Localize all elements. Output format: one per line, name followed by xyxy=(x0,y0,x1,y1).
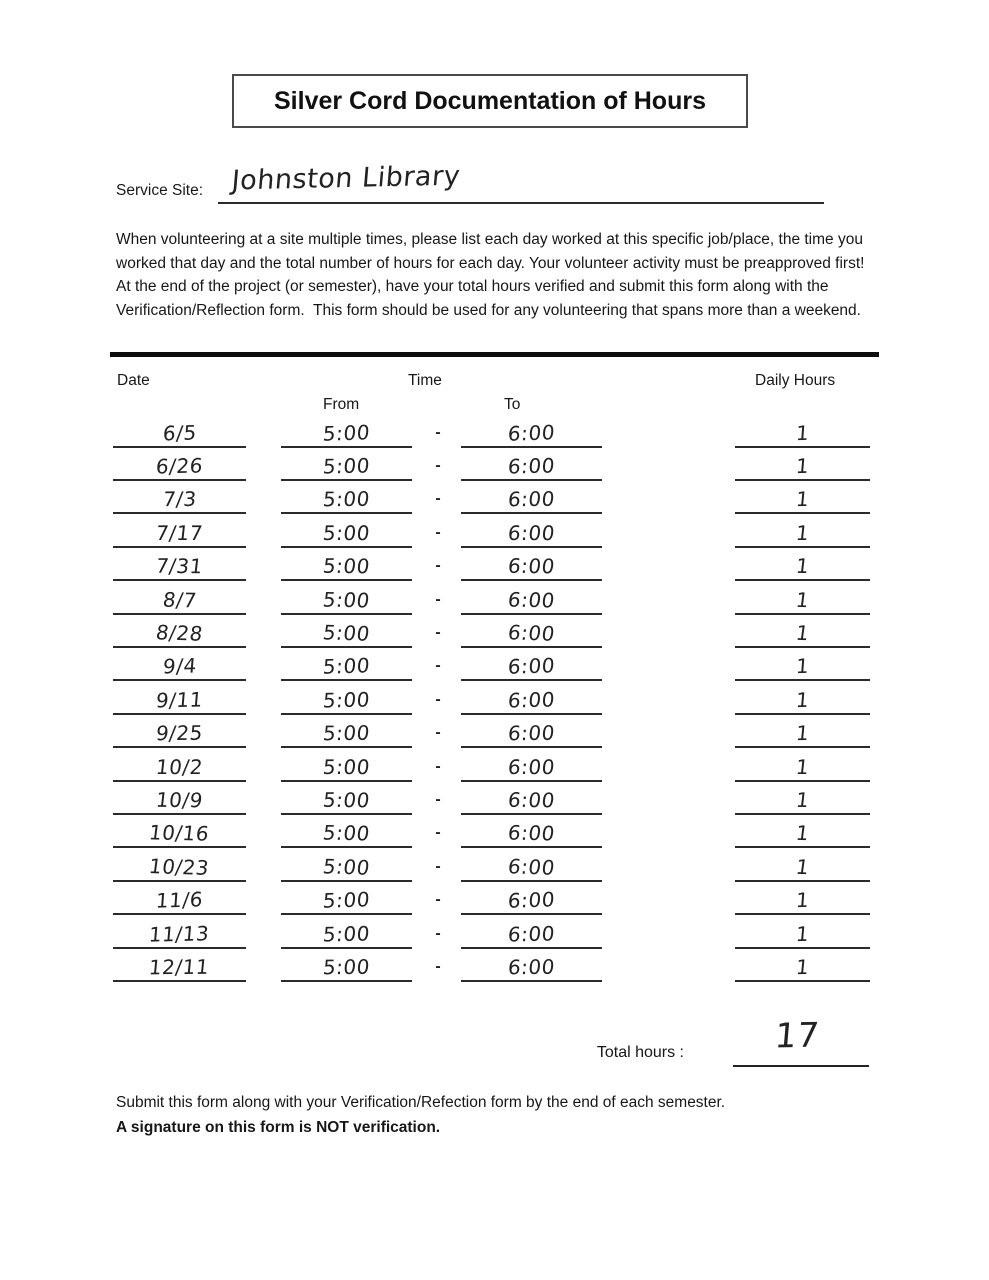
date-field[interactable] xyxy=(113,788,246,815)
daily-hours-value: 1 xyxy=(794,821,811,846)
time-range-dash: - xyxy=(435,490,441,508)
date-field[interactable] xyxy=(113,654,246,681)
daily-hours-value: 1 xyxy=(794,854,811,879)
time-from-field[interactable] xyxy=(281,855,412,882)
time-from-value: 5:00 xyxy=(321,853,372,880)
table-row xyxy=(0,614,989,648)
daily-hours-field[interactable] xyxy=(735,487,870,514)
time-from-value: 5:00 xyxy=(322,419,371,446)
time-from-value: 5:00 xyxy=(321,754,372,779)
time-from-value: 5:00 xyxy=(321,587,372,612)
daily-hours-field[interactable] xyxy=(735,721,870,748)
time-to-field[interactable] xyxy=(461,755,602,782)
footer-line-2: A signature on this form is NOT verification. xyxy=(116,1119,441,1136)
footer-line-1: Submit this form along with your Verification/Refection form by the end of each semester. xyxy=(116,1094,726,1111)
column-header-daily-hours: Daily Hours xyxy=(755,372,836,389)
time-range-dash: - xyxy=(435,824,441,842)
daily-hours-field[interactable] xyxy=(735,621,870,648)
date-field[interactable] xyxy=(113,821,246,848)
time-to-field[interactable] xyxy=(461,588,602,615)
time-range-dash: - xyxy=(435,456,441,474)
time-to-field[interactable] xyxy=(461,888,602,915)
time-from-value: 5:00 xyxy=(321,720,372,746)
table-row xyxy=(0,881,989,915)
column-header-time: Time xyxy=(408,372,442,389)
time-to-field[interactable] xyxy=(461,487,602,514)
time-from-field[interactable] xyxy=(281,454,412,481)
time-from-value: 5:00 xyxy=(321,553,372,579)
time-to-field[interactable] xyxy=(461,922,602,949)
time-range-dash: - xyxy=(435,590,441,608)
time-from-value: 5:00 xyxy=(321,820,372,846)
table-row xyxy=(0,647,989,681)
date-value: 6/5 xyxy=(161,419,198,446)
time-range-dash: - xyxy=(435,924,441,942)
table-row xyxy=(0,547,989,581)
time-from-field[interactable] xyxy=(281,788,412,815)
time-from-value: 5:00 xyxy=(321,520,372,545)
total-hours-label: Total hours : xyxy=(596,1044,684,1061)
date-value: 12/11 xyxy=(148,954,211,980)
table-row xyxy=(0,781,989,815)
date-value: 10/9 xyxy=(154,787,205,813)
time-from-field[interactable] xyxy=(281,888,412,915)
total-hours-field[interactable] xyxy=(733,1014,869,1067)
daily-hours-field[interactable] xyxy=(735,922,870,949)
instructions-text: When volunteering at a site multiple times, please list each day worked at this specific job/place, the time you worked that day and the total number of hours for each day. Your volunteer activity must be preapproved first! At the end of the project (or semester), have your total hours verified and submit this form along with the Verification/Reflection form. This form should be used for any volunteering that spans more than a weekend. xyxy=(116,231,877,319)
time-from-field[interactable] xyxy=(281,487,412,514)
date-value: 8/28 xyxy=(154,620,205,646)
date-value: 7/31 xyxy=(154,553,205,579)
column-header-date: Date xyxy=(117,372,150,389)
time-to-value: 6:00 xyxy=(506,787,557,813)
table-row xyxy=(0,447,989,481)
date-value: 11/13 xyxy=(148,920,211,947)
time-to-value: 6:00 xyxy=(506,921,557,946)
daily-hours-field[interactable] xyxy=(735,755,870,782)
service-site-value: Johnston Library xyxy=(230,160,462,197)
time-range-dash: - xyxy=(435,423,441,441)
daily-hours-field[interactable] xyxy=(735,588,870,615)
daily-hours-value: 1 xyxy=(794,620,811,646)
daily-hours-value: 1 xyxy=(794,520,811,545)
table-row xyxy=(0,915,989,949)
daily-hours-field[interactable] xyxy=(735,955,870,982)
daily-hours-value: 1 xyxy=(794,453,811,479)
time-to-field[interactable] xyxy=(461,554,602,581)
form-title: Silver Cord Documentation of Hours xyxy=(274,86,706,115)
time-to-field[interactable] xyxy=(461,521,602,548)
time-from-field[interactable] xyxy=(281,821,412,848)
time-from-field[interactable] xyxy=(281,621,412,648)
time-to-field[interactable] xyxy=(461,421,602,448)
service-site-field[interactable] xyxy=(218,160,824,204)
table-row xyxy=(0,681,989,715)
time-to-value: 6:00 xyxy=(506,687,557,713)
date-field[interactable] xyxy=(113,922,246,949)
daily-hours-value: 1 xyxy=(794,554,811,579)
column-header-to: To xyxy=(504,396,521,413)
time-from-field[interactable] xyxy=(281,654,412,681)
date-field[interactable] xyxy=(113,955,246,982)
time-to-value: 6:00 xyxy=(506,553,557,579)
date-field[interactable] xyxy=(113,454,246,481)
date-value: 11/6 xyxy=(155,887,204,913)
time-to-field[interactable] xyxy=(461,688,602,715)
time-to-field[interactable] xyxy=(461,821,602,848)
date-field[interactable] xyxy=(113,688,246,715)
date-field[interactable] xyxy=(113,588,246,615)
time-from-field[interactable] xyxy=(281,721,412,748)
date-value: 9/25 xyxy=(154,720,205,746)
time-to-field[interactable] xyxy=(461,621,602,648)
table-row xyxy=(0,514,989,548)
time-to-value: 6:00 xyxy=(506,587,557,612)
time-from-value: 5:00 xyxy=(321,453,372,479)
time-from-field[interactable] xyxy=(281,421,412,448)
time-range-dash: - xyxy=(435,790,441,808)
date-field[interactable] xyxy=(113,521,246,548)
daily-hours-value: 1 xyxy=(794,721,811,746)
section-divider xyxy=(110,352,879,357)
time-range-dash: - xyxy=(435,857,441,875)
date-field[interactable] xyxy=(113,855,246,882)
daily-hours-value: 1 xyxy=(794,687,811,712)
table-row xyxy=(0,748,989,782)
daily-hours-value: 1 xyxy=(794,654,811,679)
time-range-dash: - xyxy=(435,623,441,641)
daily-hours-field[interactable] xyxy=(735,821,870,848)
table-row xyxy=(0,480,989,514)
time-from-value: 5:00 xyxy=(321,921,372,946)
time-from-field[interactable] xyxy=(281,955,412,982)
time-to-value: 6:00 xyxy=(506,620,557,646)
daily-hours-field[interactable] xyxy=(735,554,870,581)
daily-hours-value: 1 xyxy=(794,587,811,612)
form-title-box xyxy=(232,74,748,128)
time-from-value: 5:00 xyxy=(321,787,372,813)
time-to-value: 6:00 xyxy=(506,954,557,980)
time-from-field[interactable] xyxy=(281,922,412,949)
daily-hours-field[interactable] xyxy=(735,521,870,548)
date-value: 7/3 xyxy=(161,487,198,512)
time-from-field[interactable] xyxy=(281,755,412,782)
table-row xyxy=(0,814,989,848)
date-field[interactable] xyxy=(113,888,246,915)
time-to-value: 6:00 xyxy=(506,520,557,545)
date-value: 8/7 xyxy=(161,587,198,612)
daily-hours-value: 1 xyxy=(794,954,811,979)
time-from-value: 5:00 xyxy=(321,954,372,980)
time-from-field[interactable] xyxy=(281,588,412,615)
daily-hours-value: 1 xyxy=(794,754,811,779)
date-value: 7/17 xyxy=(154,520,205,545)
date-value: 10/16 xyxy=(147,820,212,846)
date-field[interactable] xyxy=(113,487,246,514)
daily-hours-field[interactable] xyxy=(735,855,870,882)
time-to-field[interactable] xyxy=(461,454,602,481)
time-range-dash: - xyxy=(435,891,441,909)
time-to-field[interactable] xyxy=(461,788,602,815)
time-from-field[interactable] xyxy=(281,521,412,548)
time-from-value: 5:00 xyxy=(321,687,372,713)
daily-hours-field[interactable] xyxy=(735,421,870,448)
footer-note xyxy=(116,1090,896,1140)
daily-hours-field[interactable] xyxy=(735,788,870,815)
service-site-label: Service Site: xyxy=(116,182,204,199)
time-range-dash: - xyxy=(435,523,441,541)
time-to-value: 6:00 xyxy=(507,653,556,680)
date-value: 10/2 xyxy=(154,754,205,779)
date-value: 9/4 xyxy=(161,653,198,679)
time-to-value: 6:00 xyxy=(507,887,556,913)
time-to-value: 6:00 xyxy=(506,720,557,746)
table-row xyxy=(0,948,989,982)
table-row xyxy=(0,581,989,615)
date-value: 9/11 xyxy=(154,687,205,713)
time-to-value: 6:00 xyxy=(506,487,557,512)
time-from-value: 5:00 xyxy=(322,653,371,680)
time-from-value: 5:00 xyxy=(321,620,372,646)
daily-hours-value: 1 xyxy=(794,787,811,812)
time-from-value: 5:00 xyxy=(322,887,371,913)
time-range-dash: - xyxy=(435,724,441,742)
time-range-dash: - xyxy=(435,757,441,775)
daily-hours-value: 1 xyxy=(794,420,811,445)
date-field[interactable] xyxy=(113,421,246,448)
daily-hours-value: 1 xyxy=(794,487,811,512)
table-row xyxy=(0,714,989,748)
daily-hours-field[interactable] xyxy=(735,888,870,915)
date-field[interactable] xyxy=(113,721,246,748)
time-to-field[interactable] xyxy=(461,855,602,882)
time-range-dash: - xyxy=(435,657,441,675)
date-value: 6/26 xyxy=(154,453,205,479)
daily-hours-value: 1 xyxy=(794,921,811,946)
time-to-value: 6:00 xyxy=(506,453,557,479)
date-value: 10/23 xyxy=(147,853,212,880)
table-row xyxy=(0,848,989,882)
date-field[interactable] xyxy=(113,554,246,581)
daily-hours-field[interactable] xyxy=(735,454,870,481)
daily-hours-field[interactable] xyxy=(735,654,870,681)
time-to-field[interactable] xyxy=(461,721,602,748)
daily-hours-field[interactable] xyxy=(735,688,870,715)
time-to-field[interactable] xyxy=(461,955,602,982)
time-to-value: 6:00 xyxy=(507,419,556,446)
date-field[interactable] xyxy=(113,755,246,782)
time-to-field[interactable] xyxy=(461,654,602,681)
time-to-value: 6:00 xyxy=(506,754,557,779)
column-header-from: From xyxy=(323,396,360,413)
time-to-value: 6:00 xyxy=(506,820,557,846)
table-row xyxy=(0,414,989,448)
time-from-value: 5:00 xyxy=(321,487,372,512)
time-from-field[interactable] xyxy=(281,554,412,581)
time-range-dash: - xyxy=(435,557,441,575)
time-to-value: 6:00 xyxy=(506,853,557,880)
time-range-dash: - xyxy=(435,957,441,975)
time-from-field[interactable] xyxy=(281,688,412,715)
time-range-dash: - xyxy=(435,690,441,708)
daily-hours-value: 1 xyxy=(794,887,811,913)
date-field[interactable] xyxy=(113,621,246,648)
total-hours-value: 17 xyxy=(773,1015,821,1057)
